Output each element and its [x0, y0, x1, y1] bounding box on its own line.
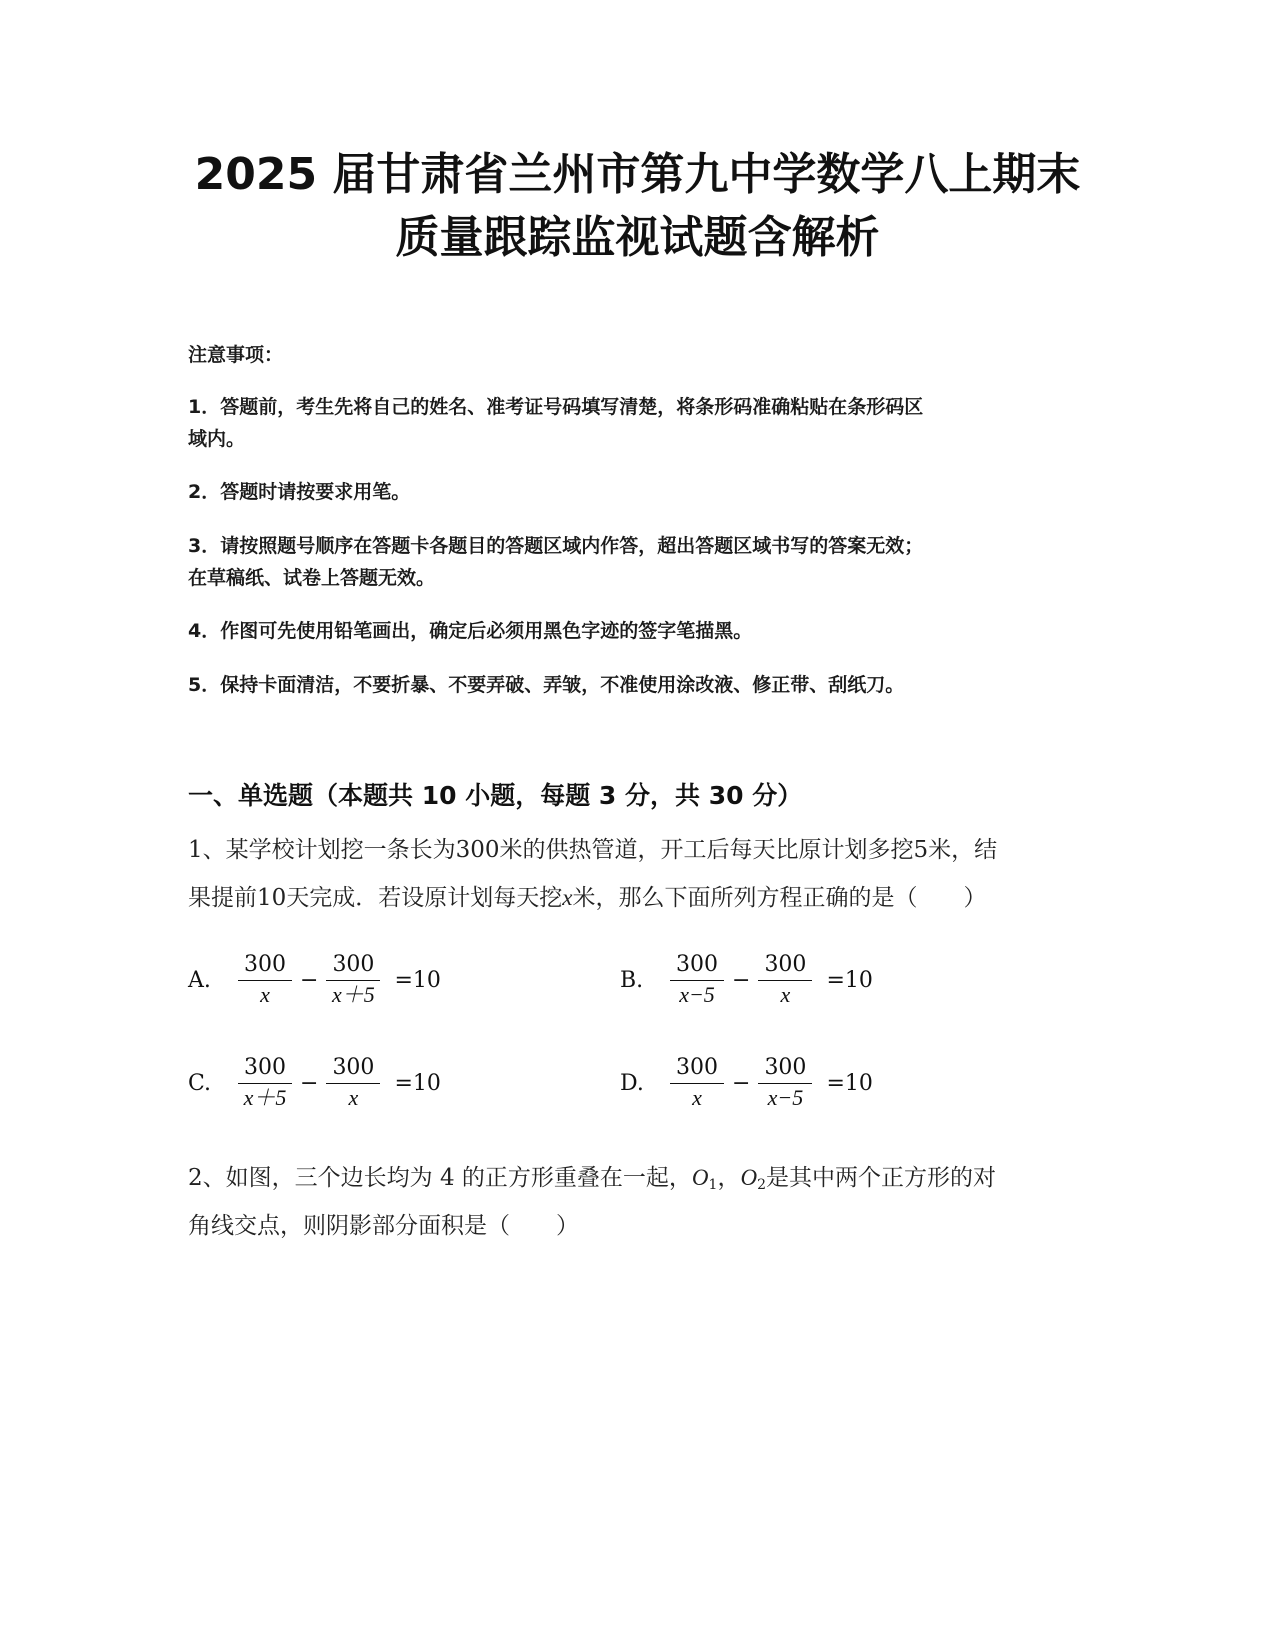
notice-heading: 注意事项：	[188, 344, 284, 366]
fraction-numerator: 300	[326, 1055, 380, 1084]
point-o2-subscript: 2	[757, 1177, 766, 1193]
option-b[interactable]	[620, 945, 873, 1015]
minus-sign: −	[300, 967, 319, 993]
option-a-label: A.	[188, 967, 211, 993]
question-2-text-post: 是其中两个正方形的对	[765, 1165, 996, 1191]
notice-item-2: 2．答题时请按要求用笔。	[188, 481, 411, 503]
fraction-denominator: x	[348, 1084, 359, 1110]
option-c[interactable]	[188, 1048, 441, 1118]
question-2-line-2: 角线交点，则阴影部分面积是（ ）	[188, 1213, 579, 1239]
option-a[interactable]	[188, 945, 441, 1015]
option-a-fraction-1	[238, 952, 292, 1009]
fraction-denominator: x	[260, 981, 270, 1007]
question-1-line-2	[188, 880, 1088, 916]
comma: ，	[717, 1165, 741, 1191]
fraction-numerator: 300	[326, 952, 380, 981]
point-o2: O	[740, 1165, 758, 1190]
fraction-numerator: 300	[238, 952, 292, 981]
fraction-numerator: 300	[758, 1055, 812, 1084]
notice-item-5: 5．保持卡面清洁，不要折暴、不要弄破、弄皱，不准使用涂改液、修正带、刮纸刀。	[188, 674, 905, 696]
point-o1: O	[691, 1165, 709, 1190]
question-2-text-pre: 2、如图，三个边长均为 4 的正方形重叠在一起，	[188, 1165, 692, 1191]
notice-item-1: 1．答题前，考生先将自己的姓名、准考证号码填写清楚，将条形码准确粘贴在条形码区	[188, 396, 924, 418]
option-b-fraction-1	[670, 952, 724, 1009]
fraction-denominator: x	[780, 981, 791, 1007]
question-2-line-1	[188, 1160, 1088, 1203]
fraction-denominator: x	[692, 1084, 702, 1110]
section-title-single-choice: 一、单选题（本题共 10 小题，每题 3 分，共 30 分）	[188, 781, 803, 810]
option-b-rhs: =10	[826, 967, 873, 993]
fraction-numerator: 300	[670, 952, 724, 981]
option-c-rhs: =10	[394, 1070, 441, 1096]
notice-item-3: 3．请按照题号顺序在答题卡各题目的答题区域内作答，超出答题区域书写的答案无效；	[188, 535, 924, 557]
option-a-rhs: =10	[394, 967, 441, 993]
option-d-label: D.	[620, 1070, 644, 1096]
fraction-denominator: x−5	[767, 1084, 804, 1110]
fraction-numerator: 300	[758, 952, 812, 981]
fraction-numerator: 300	[670, 1055, 724, 1084]
fraction-numerator: 300	[238, 1055, 292, 1084]
document-title-line-1: 2025 届甘肃省兰州市第九中学数学八上期末	[194, 149, 1081, 200]
notice-item-1-cont: 域内。	[188, 428, 246, 450]
fraction-denominator: x＋5	[243, 1084, 287, 1110]
option-d-fraction-2	[758, 1055, 812, 1112]
option-d-rhs: =10	[826, 1070, 873, 1096]
option-c-label: C.	[188, 1070, 212, 1096]
point-o1-subscript: 1	[708, 1177, 718, 1193]
minus-sign: −	[732, 967, 751, 993]
notice-item-4: 4．作图可先使用铅笔画出，确定后必须用黑色字迹的签字笔描黑。	[188, 620, 753, 642]
minus-sign: −	[300, 1070, 319, 1096]
option-a-fraction-2	[326, 952, 380, 1009]
option-b-fraction-2	[758, 952, 812, 1009]
minus-sign: −	[732, 1070, 751, 1096]
option-d[interactable]	[620, 1048, 873, 1118]
question-1-text-pre: 果提前10天完成．若设原计划每天挖	[188, 885, 563, 911]
notice-item-3-cont: 在草稿纸、试卷上答题无效。	[188, 567, 436, 589]
fraction-denominator: x−5	[679, 981, 715, 1007]
option-c-fraction-2	[326, 1055, 380, 1112]
option-c-fraction-1	[238, 1055, 292, 1112]
variable-x: x	[562, 885, 573, 910]
question-1-line-1: 1、某学校计划挖一条长为300米的供热管道，开工后每天比原计划多挖5米，结	[188, 837, 998, 863]
option-b-label: B.	[620, 967, 644, 993]
option-d-fraction-1	[670, 1055, 724, 1112]
document-title-line-2: 质量跟踪监视试题含解析	[395, 212, 880, 263]
fraction-denominator: x＋5	[332, 981, 375, 1007]
question-1-text-post: 米，那么下面所列方程正确的是（ ）	[572, 885, 987, 911]
